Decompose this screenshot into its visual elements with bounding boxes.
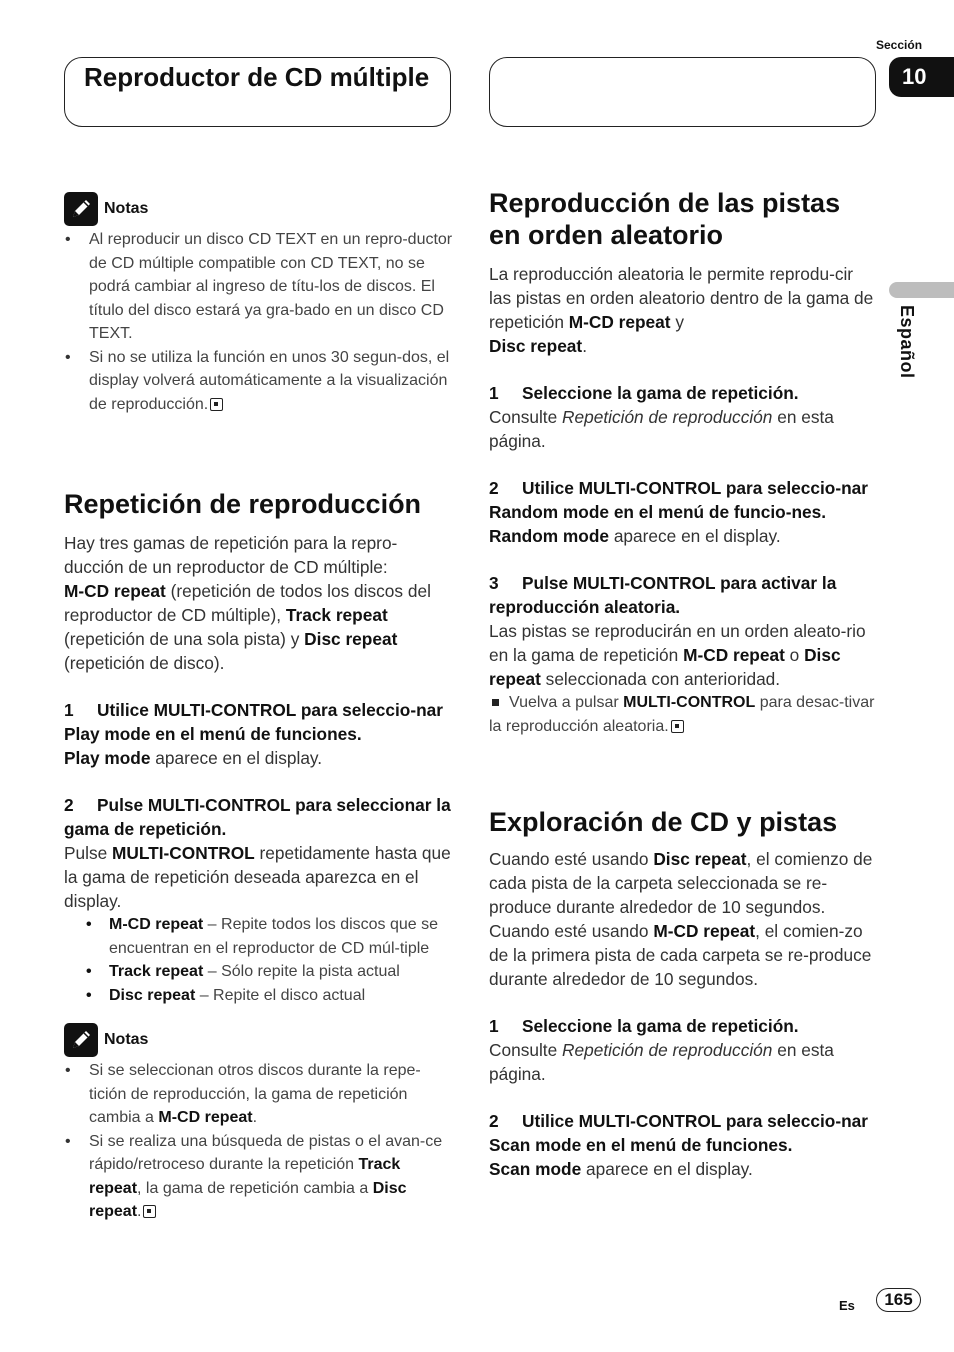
repeat-step-1: 1 Utilice MULTI-CONTROL para seleccio-nar Play mode en el menú de funciones. (64, 700, 444, 744)
repeat-options-list (64, 913, 454, 1007)
section-label: Sección (876, 38, 923, 52)
scan-step-2: 2 Utilice MULTI-CONTROL para seleccio-nar Scan mode en el menú de funciones. (489, 1111, 869, 1155)
repeat-intro: Hay tres gamas de repetición para la repro-ducción de un reproductor de CD múltiple: M-CD repeat (repetición de todos los discos del reproductor de CD múltiple), Track repeat (repetición de una sola pista) y Disc repeat (repetición de disco). (64, 533, 431, 673)
language-tab-bar (889, 282, 954, 298)
right-column (489, 187, 879, 1181)
random-intro: La reproducción aleatoria le permite reprodu-cir las pistas en orden aleatorio dentro de la gama de repetición M-CD repeat y Disc repeat. (489, 264, 874, 356)
end-mark-icon (210, 398, 223, 411)
footer-language-code: Es (839, 1298, 855, 1313)
notes-label: Notas (104, 1031, 149, 1048)
language-label: Español (897, 305, 917, 379)
section-heading-scan: Exploración de CD y pistas (489, 807, 838, 837)
scan-para-1: Cuando esté usando Disc repeat, el comienzo de cada pista de la carpeta seleccionada se re-produce durante alrededor de 10 segundos. (489, 849, 873, 917)
repeat-option-item: • M-CD repeat – Repite todos los discos que se encuentran en el reproductor de CD múl-tiple (64, 913, 454, 960)
left-column (64, 192, 454, 1224)
random-step-2: 2 Utilice MULTI-CONTROL para seleccio-nar Random mode en el menú de funcio-nes. (489, 478, 869, 522)
random-step-1-desc: Consulte Repetición de reproducción en esta página. (489, 407, 834, 451)
header-empty-box (489, 57, 876, 127)
notes-header (64, 1023, 454, 1057)
pencil-note-icon (64, 1023, 98, 1057)
notes-label: Notas (104, 200, 149, 217)
note-item: • Si se seleccionan otros discos durante la repe-tición de reproducción, la gama de repetición cambia a M-CD repeat. (64, 1059, 454, 1130)
repeat-step-2: 2 Pulse MULTI-CONTROL para seleccionar la gama de repetición. (64, 795, 451, 839)
repeat-step-2-desc: Pulse MULTI-CONTROL repetidamente hasta que la gama de repetición deseada aparezca en el display. (64, 843, 451, 911)
notes-list (64, 228, 454, 416)
note-item: • Al reproducir un disco CD TEXT en un repro-ductor de CD múltiple compatible con CD TEXT, no se podrá cambiar al ingreso de títu-los de discos. El título del disco estará ya gra-bado en un disco CD TEXT. (64, 228, 454, 346)
scan-para-2: Cuando esté usando M-CD repeat, el comien-zo de la primera pista de cada carpeta se re-produce durante alrededor de 10 segundos. (489, 921, 872, 989)
section-heading-random: Reproducción de las pistas en orden aleatorio (489, 188, 841, 250)
repeat-step-1-desc: Play mode aparece en el display. (64, 748, 323, 768)
random-step-2-desc: Random mode aparece en el display. (489, 526, 781, 546)
note-item: • Si se realiza una búsqueda de pistas o el avan-ce rápido/retroceso durante la repetición Track repeat, la gama de repetición cambia a Disc repeat. (64, 1130, 454, 1224)
section-number-tab: 10 (889, 57, 954, 97)
random-step-3-desc: Las pistas se reproducirán en un orden aleato-rio en la gama de repetición M-CD repeat o Disc repeat seleccionada con anterioridad. (489, 621, 866, 689)
chapter-title: Reproductor de CD múltiple (84, 62, 430, 92)
end-mark-icon (143, 1205, 156, 1218)
end-mark-icon (671, 720, 684, 733)
random-step-1: 1 Seleccione la gama de repetición. (489, 383, 799, 403)
scan-step-2-desc: Scan mode aparece en el display. (489, 1159, 753, 1179)
pencil-note-icon (64, 192, 98, 226)
scan-step-1: 1 Seleccione la gama de repetición. (489, 1016, 799, 1036)
random-tip: Vuelva a pulsar MULTI-CONTROL para desac-tivar la reproducción aleatoria. (489, 694, 875, 735)
notes-header (64, 192, 454, 226)
random-step-3: 3 Pulse MULTI-CONTROL para activar la reproducción aleatoria. (489, 573, 837, 617)
repeat-option-item: • Track repeat – Sólo repite la pista actual (64, 960, 454, 984)
page-number: 165 (876, 1288, 921, 1312)
square-bullet-icon (492, 699, 499, 706)
section-heading-repeat: Repetición de reproducción (64, 489, 422, 519)
scan-step-1-desc: Consulte Repetición de reproducción en esta página. (489, 1040, 834, 1084)
note-item: • Si no se utiliza la función en unos 30 segun-dos, el display volverá automáticamente a la visualización de reproducción. (64, 346, 454, 417)
notes-list (64, 1059, 454, 1224)
repeat-option-item: • Disc repeat – Repite el disco actual (64, 984, 454, 1008)
